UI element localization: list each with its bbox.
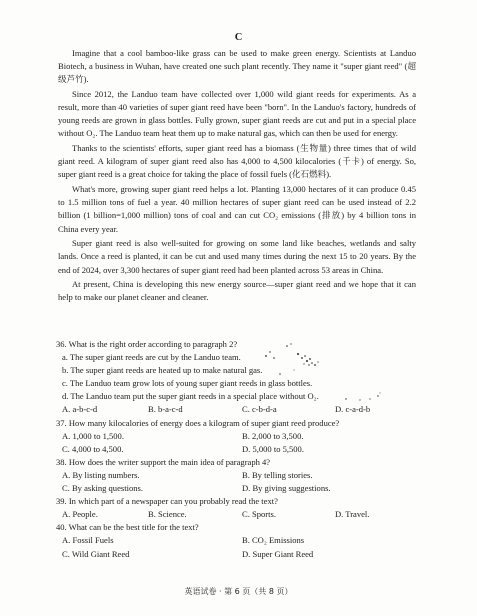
option-c[interactable]: C. c-b-d-a	[242, 404, 277, 415]
passage-paragraph-2: Since 2012, the Landuo team have collected over 1,000 wild giant reeds for experiments. As a result, more than 40 varieties of super giant reed have been "born". In the Landuo's factory, hundreds of young reeds are grown in glass bottles. Fully grown, super giant reeds are cut and put in a special place without O₂. The Landuo team heat them up to make natural gas, which can then be used for energy.	[58, 88, 416, 139]
option-c[interactable]: C. Sports.	[242, 509, 276, 520]
question-36	[56, 338, 418, 417]
option-c[interactable]: C. Wild Giant Reed	[62, 548, 130, 559]
passage-paragraph-4: What's more, growing super giant reed helps a lot. Planting 13,000 hectares of it can produce 0.45 to 1.5 million tons of fuel a year. 40 million hectares of super giant reed can be used instead of 2.2 billion (1 billion=1,000 million) tons of coal and can cut CO₂ emissions (排放) by 4 billion tons in China every year.	[58, 184, 416, 234]
passage-paragraph-6: At present, China is developing this new energy source—super giant reed and we hope that it can help to make our planet cleaner and cleaner.	[58, 279, 416, 303]
option-c[interactable]: C. 4,000 to 4,500.	[62, 443, 124, 454]
question-stem: 36. What is the right order according to paragraph 2?	[56, 339, 238, 349]
option-d[interactable]: D. By giving suggestions.	[242, 483, 331, 494]
question-39	[56, 495, 418, 521]
answer-options-row-1	[56, 469, 418, 482]
option-b[interactable]: B. 2,000 to 3,500.	[242, 430, 304, 441]
option-a[interactable]: A. 1,000 to 1,500.	[62, 430, 124, 441]
question-stem: 39. In which part of a newspaper can you probably read the text?	[56, 496, 278, 507]
question-stem: 38. How does the writer support the main idea of paragraph 4?	[56, 456, 271, 467]
sequence-item-d: d. The Landuo team put the super giant reeds in a special place without O₂.	[62, 391, 319, 402]
option-d[interactable]: D. Travel.	[335, 509, 370, 520]
question-stem: 40. What can be the best title for the text?	[56, 522, 199, 533]
page-footer: 英语试卷 · 第 6 页（共 8 页）	[184, 587, 293, 596]
sequence-item-a: a. The super giant reeds are cut by the Landuo team.	[62, 352, 241, 363]
sequence-item-c: c. The Landuo team grow lots of young super giant reeds in glass bottles.	[62, 378, 313, 389]
question-40	[56, 521, 418, 560]
passage-paragraph-3: Thanks to the scientists' efforts, super giant reed has a biomass (生物量) three times that of wild giant reed. A kilogram of super giant reed also has 4,000 to 4,500 kilocalories (千卡) of energy. So, super giant reed is a great choice for taking the place of fossil fuels (化石燃料).	[58, 143, 416, 180]
question-38	[56, 456, 418, 495]
answer-options-row-2	[56, 548, 418, 561]
option-b[interactable]: B. b-a-c-d	[148, 404, 183, 415]
question-37	[56, 417, 418, 456]
option-d[interactable]: D. Super Giant Reed	[242, 548, 314, 559]
option-d[interactable]: D. c-a-d-b	[335, 404, 371, 415]
answer-options-row-2	[56, 443, 418, 456]
passage-paragraph-5: Super giant reed is also well-suited for growing on some land like beaches, wetlands and salty lands. Once a reed is planted, it can be cut and used many times during the next 15 to 20 years. By the end of 2024, over 3,300 hectares of super giant reed had been planted across 53 areas in China.	[58, 238, 416, 275]
sequence-item-b: b. The super giant reeds are heated up to make natural gas.	[62, 365, 263, 376]
reading-passage	[58, 47, 416, 304]
answer-options	[56, 508, 418, 521]
option-a[interactable]: A. By listing numbers.	[62, 469, 140, 480]
answer-options-row-1	[56, 430, 418, 443]
answer-options-row-1	[56, 534, 418, 547]
option-b[interactable]: B. By telling stories.	[242, 469, 313, 480]
answer-options	[56, 403, 418, 416]
passage-paragraph-1: Imagine that a cool bamboo-like grass can be used to make green energy. Scientists at Landuo Biotech, a business in Wuhan, have created one such plant recently. They name it "super giant reed" (超级芦竹).	[58, 48, 416, 85]
option-d[interactable]: D. 5,000 to 5,500.	[242, 443, 304, 454]
section-heading: C	[234, 32, 243, 43]
option-a[interactable]: A. People.	[62, 509, 98, 520]
option-b[interactable]: B. Science.	[148, 509, 187, 520]
option-a[interactable]: A. a-b-c-d	[62, 404, 98, 415]
question-stem: 37. How many kilocalories of energy does a kilogram of super giant reed produce?	[56, 417, 340, 428]
option-a[interactable]: A. Fossil Fuels	[62, 535, 114, 546]
answer-options-row-2	[56, 482, 418, 495]
option-b[interactable]: B. CO₂ Emissions	[242, 535, 305, 546]
option-c[interactable]: C. By asking questions.	[62, 483, 143, 494]
question-list	[56, 338, 418, 561]
